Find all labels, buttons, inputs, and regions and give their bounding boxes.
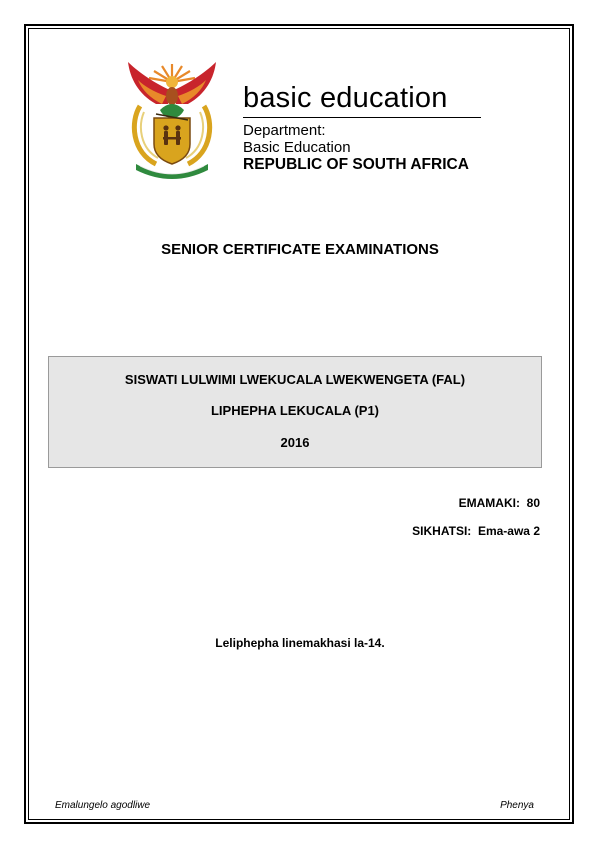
copyright-note: Emalungelo agodliwe xyxy=(55,800,151,811)
turn-over-note: Phenya xyxy=(500,800,534,811)
exam-title: SENIOR CERTIFICATE EXAMINATIONS xyxy=(161,241,439,258)
paper-name: LIPHEPHA LEKUCALA (P1) xyxy=(210,403,380,418)
coat-of-arms-icon xyxy=(122,60,222,184)
subject-name: SISWATI LULWIMI LWEKUCALA LWEKWENGETA (FAL) xyxy=(124,372,466,387)
marks-value: 80 xyxy=(526,496,540,510)
time-value: Ema-awa 2 xyxy=(477,524,540,538)
subject-box xyxy=(48,356,542,468)
department-block xyxy=(243,122,469,173)
time-label: SIKHATSI: xyxy=(412,524,472,538)
marks-line xyxy=(459,496,540,510)
time-line xyxy=(412,524,540,538)
exam-year: 2016 xyxy=(280,435,310,450)
department-label: Department: xyxy=(243,122,326,139)
country-name: REPUBLIC OF SOUTH AFRICA xyxy=(243,156,469,173)
brand-title: basic education xyxy=(243,82,448,114)
marks-label: EMAMAKI: xyxy=(458,496,520,510)
department-name: Basic Education xyxy=(243,139,351,156)
page-count-note: Leliphepha linemakhasi la-14. xyxy=(215,636,385,650)
brand-underline xyxy=(243,117,481,118)
